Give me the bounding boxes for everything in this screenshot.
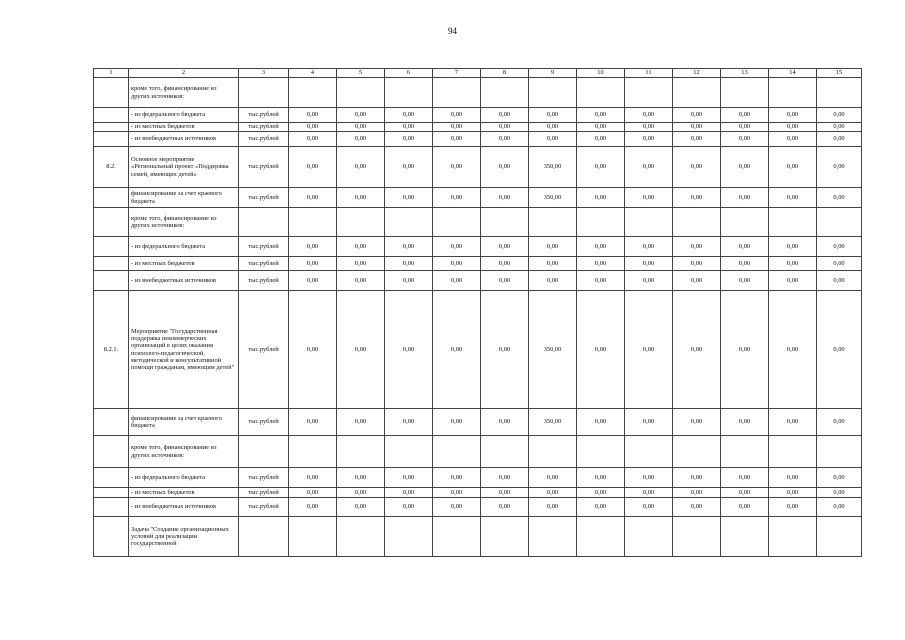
table-row bbox=[94, 188, 862, 208]
value-cell: 0,00 bbox=[529, 132, 577, 147]
value-cell: 0,00 bbox=[529, 257, 577, 271]
item-name-cell: Задача "Создание организационных условий для реализации государственной bbox=[129, 517, 239, 557]
value-cell: 0,00 bbox=[625, 498, 673, 517]
value-cell: 0,00 bbox=[289, 488, 337, 498]
value-cell: 0,00 bbox=[817, 237, 862, 257]
value-cell: 0,00 bbox=[625, 188, 673, 208]
value-cell: 0,00 bbox=[577, 271, 625, 291]
unit-cell: тыс.рублей bbox=[239, 132, 289, 147]
table-row bbox=[94, 409, 862, 436]
table-row bbox=[94, 517, 862, 557]
value-cell bbox=[769, 517, 817, 557]
value-cell: 0,00 bbox=[385, 237, 433, 257]
value-cell: 0,00 bbox=[433, 123, 481, 132]
value-cell: 0,00 bbox=[337, 409, 385, 436]
unit-cell: тыс.рублей bbox=[239, 123, 289, 132]
table-row bbox=[94, 488, 862, 498]
value-cell: 0,00 bbox=[433, 291, 481, 409]
value-cell: 0,00 bbox=[385, 468, 433, 488]
unit-cell: тыс.рублей bbox=[239, 108, 289, 123]
value-cell: 0,00 bbox=[385, 123, 433, 132]
value-cell: 0,00 bbox=[481, 291, 529, 409]
value-cell bbox=[721, 517, 769, 557]
table-row bbox=[94, 468, 862, 488]
value-cell: 0,00 bbox=[385, 147, 433, 188]
header-cell: 9 bbox=[529, 69, 577, 78]
row-number-cell bbox=[94, 123, 129, 132]
value-cell: 0,00 bbox=[337, 488, 385, 498]
value-cell: 0,00 bbox=[673, 291, 721, 409]
value-cell: 0,00 bbox=[817, 291, 862, 409]
item-name-cell: кроме того, финансирование из других источников: bbox=[129, 78, 239, 108]
value-cell: 0,00 bbox=[721, 237, 769, 257]
row-number-cell bbox=[94, 208, 129, 237]
value-cell: 0,00 bbox=[769, 132, 817, 147]
unit-cell: тыс.рублей bbox=[239, 468, 289, 488]
row-number-cell bbox=[94, 188, 129, 208]
value-cell: 0,00 bbox=[721, 147, 769, 188]
value-cell: 0,00 bbox=[817, 257, 862, 271]
header-row bbox=[94, 69, 862, 78]
value-cell bbox=[625, 78, 673, 108]
value-cell: 0,00 bbox=[289, 409, 337, 436]
value-cell: 0,00 bbox=[769, 409, 817, 436]
value-cell bbox=[337, 78, 385, 108]
value-cell bbox=[577, 78, 625, 108]
row-number-cell bbox=[94, 257, 129, 271]
value-cell bbox=[385, 436, 433, 468]
value-cell: 0,00 bbox=[481, 108, 529, 123]
header-cell: 13 bbox=[721, 69, 769, 78]
item-name-cell: - из внебюджетных источников bbox=[129, 271, 239, 291]
value-cell: 0,00 bbox=[673, 188, 721, 208]
value-cell bbox=[337, 517, 385, 557]
value-cell bbox=[625, 436, 673, 468]
value-cell: 0,00 bbox=[769, 271, 817, 291]
value-cell bbox=[385, 517, 433, 557]
value-cell: 0,00 bbox=[721, 271, 769, 291]
value-cell: 0,00 bbox=[337, 188, 385, 208]
value-cell: 0,00 bbox=[385, 108, 433, 123]
unit-cell: тыс.рублей bbox=[239, 291, 289, 409]
value-cell: 0,00 bbox=[337, 257, 385, 271]
value-cell: 0,00 bbox=[817, 271, 862, 291]
value-cell: 0,00 bbox=[433, 108, 481, 123]
value-cell: 0,00 bbox=[817, 132, 862, 147]
value-cell: 0,00 bbox=[769, 468, 817, 488]
value-cell bbox=[433, 78, 481, 108]
value-cell: 0,00 bbox=[577, 257, 625, 271]
value-cell bbox=[337, 436, 385, 468]
value-cell: 350,00 bbox=[529, 409, 577, 436]
value-cell bbox=[385, 208, 433, 237]
header-cell: 3 bbox=[239, 69, 289, 78]
value-cell bbox=[433, 436, 481, 468]
value-cell: 0,00 bbox=[385, 488, 433, 498]
item-name-cell: финансирование за счет краевого бюджета bbox=[129, 409, 239, 436]
value-cell bbox=[289, 208, 337, 237]
value-cell: 0,00 bbox=[529, 498, 577, 517]
value-cell: 0,00 bbox=[433, 132, 481, 147]
value-cell: 0,00 bbox=[673, 147, 721, 188]
value-cell: 0,00 bbox=[769, 123, 817, 132]
value-cell bbox=[817, 517, 862, 557]
row-number-cell bbox=[94, 517, 129, 557]
value-cell: 0,00 bbox=[625, 468, 673, 488]
table-row bbox=[94, 237, 862, 257]
value-cell: 0,00 bbox=[625, 237, 673, 257]
value-cell: 0,00 bbox=[673, 468, 721, 488]
value-cell: 0,00 bbox=[769, 257, 817, 271]
table-row bbox=[94, 257, 862, 271]
value-cell bbox=[385, 78, 433, 108]
page-number: 94 bbox=[448, 26, 457, 36]
item-name-cell: - из федерального бюджета bbox=[129, 237, 239, 257]
header-cell: 12 bbox=[673, 69, 721, 78]
header-cell: 14 bbox=[769, 69, 817, 78]
value-cell: 0,00 bbox=[673, 257, 721, 271]
value-cell: 0,00 bbox=[817, 409, 862, 436]
value-cell: 0,00 bbox=[481, 271, 529, 291]
value-cell: 0,00 bbox=[529, 237, 577, 257]
value-cell: 0,00 bbox=[721, 488, 769, 498]
value-cell: 0,00 bbox=[481, 498, 529, 517]
value-cell: 0,00 bbox=[529, 108, 577, 123]
value-cell bbox=[529, 436, 577, 468]
value-cell: 0,00 bbox=[481, 237, 529, 257]
header-cell: 6 bbox=[385, 69, 433, 78]
value-cell bbox=[625, 517, 673, 557]
value-cell bbox=[673, 78, 721, 108]
value-cell: 0,00 bbox=[625, 291, 673, 409]
value-cell bbox=[721, 78, 769, 108]
value-cell bbox=[577, 208, 625, 237]
value-cell: 0,00 bbox=[385, 409, 433, 436]
value-cell: 0,00 bbox=[433, 488, 481, 498]
value-cell: 0,00 bbox=[481, 123, 529, 132]
unit-cell bbox=[239, 78, 289, 108]
value-cell: 0,00 bbox=[721, 409, 769, 436]
value-cell: 0,00 bbox=[769, 291, 817, 409]
value-cell: 0,00 bbox=[721, 468, 769, 488]
value-cell bbox=[289, 517, 337, 557]
value-cell: 0,00 bbox=[433, 147, 481, 188]
value-cell bbox=[673, 517, 721, 557]
value-cell: 0,00 bbox=[817, 108, 862, 123]
unit-cell: тыс.рублей bbox=[239, 488, 289, 498]
value-cell: 0,00 bbox=[385, 271, 433, 291]
value-cell: 0,00 bbox=[769, 147, 817, 188]
row-number-cell bbox=[94, 468, 129, 488]
value-cell bbox=[289, 78, 337, 108]
value-cell bbox=[577, 436, 625, 468]
value-cell bbox=[433, 517, 481, 557]
item-name-cell: Основное мероприятие «Региональный проект «Поддержка семей, имеющих детей» bbox=[129, 147, 239, 188]
row-number-cell bbox=[94, 78, 129, 108]
value-cell: 0,00 bbox=[289, 271, 337, 291]
value-cell: 0,00 bbox=[385, 257, 433, 271]
value-cell: 0,00 bbox=[577, 498, 625, 517]
value-cell: 0,00 bbox=[817, 488, 862, 498]
item-name-cell: кроме того, финансирование из других источников: bbox=[129, 436, 239, 468]
value-cell bbox=[769, 78, 817, 108]
value-cell bbox=[529, 208, 577, 237]
value-cell: 0,00 bbox=[481, 468, 529, 488]
item-name-cell: - из федерального бюджета bbox=[129, 108, 239, 123]
value-cell: 0,00 bbox=[673, 123, 721, 132]
unit-cell: тыс.рублей bbox=[239, 237, 289, 257]
value-cell: 0,00 bbox=[673, 271, 721, 291]
unit-cell: тыс.рублей bbox=[239, 257, 289, 271]
value-cell: 0,00 bbox=[625, 488, 673, 498]
value-cell bbox=[625, 208, 673, 237]
value-cell: 0,00 bbox=[385, 291, 433, 409]
table-row bbox=[94, 291, 862, 409]
value-cell: 0,00 bbox=[433, 237, 481, 257]
value-cell: 0,00 bbox=[721, 188, 769, 208]
value-cell: 0,00 bbox=[385, 498, 433, 517]
value-cell: 0,00 bbox=[433, 498, 481, 517]
value-cell: 0,00 bbox=[769, 108, 817, 123]
value-cell: 0,00 bbox=[433, 271, 481, 291]
value-cell: 0,00 bbox=[721, 132, 769, 147]
item-name-cell: - из местных бюджетов bbox=[129, 123, 239, 132]
unit-cell: тыс.рублей bbox=[239, 498, 289, 517]
unit-cell bbox=[239, 436, 289, 468]
unit-cell: тыс.рублей bbox=[239, 271, 289, 291]
value-cell bbox=[481, 517, 529, 557]
value-cell: 0,00 bbox=[721, 257, 769, 271]
unit-cell: тыс.рублей bbox=[239, 409, 289, 436]
value-cell: 0,00 bbox=[577, 237, 625, 257]
value-cell bbox=[721, 436, 769, 468]
value-cell: 0,00 bbox=[529, 271, 577, 291]
value-cell bbox=[721, 208, 769, 237]
value-cell: 0,00 bbox=[289, 468, 337, 488]
table-row bbox=[94, 123, 862, 132]
value-cell bbox=[673, 436, 721, 468]
unit-cell bbox=[239, 517, 289, 557]
value-cell: 0,00 bbox=[289, 108, 337, 123]
value-cell: 0,00 bbox=[337, 468, 385, 488]
row-number-cell bbox=[94, 237, 129, 257]
value-cell: 0,00 bbox=[289, 123, 337, 132]
table-row bbox=[94, 108, 862, 123]
value-cell bbox=[769, 436, 817, 468]
value-cell bbox=[481, 208, 529, 237]
value-cell bbox=[769, 208, 817, 237]
value-cell: 0,00 bbox=[433, 468, 481, 488]
value-cell: 0,00 bbox=[289, 147, 337, 188]
value-cell: 0,00 bbox=[289, 132, 337, 147]
value-cell: 0,00 bbox=[481, 147, 529, 188]
header-cell: 2 bbox=[129, 69, 239, 78]
value-cell: 0,00 bbox=[337, 147, 385, 188]
table-row bbox=[94, 132, 862, 147]
value-cell: 0,00 bbox=[625, 132, 673, 147]
value-cell: 0,00 bbox=[481, 488, 529, 498]
value-cell: 0,00 bbox=[337, 123, 385, 132]
value-cell: 350,00 bbox=[529, 291, 577, 409]
value-cell: 0,00 bbox=[337, 237, 385, 257]
row-number-cell bbox=[94, 271, 129, 291]
value-cell: 0,00 bbox=[817, 147, 862, 188]
value-cell: 0,00 bbox=[625, 147, 673, 188]
value-cell: 0,00 bbox=[769, 498, 817, 517]
value-cell: 0,00 bbox=[673, 132, 721, 147]
header-cell: 4 bbox=[289, 69, 337, 78]
value-cell: 0,00 bbox=[433, 188, 481, 208]
value-cell: 0,00 bbox=[481, 257, 529, 271]
header-cell: 1 bbox=[94, 69, 129, 78]
value-cell: 0,00 bbox=[289, 291, 337, 409]
value-cell: 0,00 bbox=[577, 488, 625, 498]
table-row bbox=[94, 436, 862, 468]
item-name-cell: Мероприятие "Государственная поддержка некоммерческих организаций в целях оказания психолого-педагогической, методической и консультативной помощи гражданам, имеющим детей" bbox=[129, 291, 239, 409]
header-cell: 10 bbox=[577, 69, 625, 78]
value-cell: 0,00 bbox=[769, 188, 817, 208]
row-number-cell bbox=[94, 132, 129, 147]
table-row bbox=[94, 208, 862, 237]
value-cell bbox=[577, 517, 625, 557]
row-number-cell bbox=[94, 409, 129, 436]
value-cell: 0,00 bbox=[625, 108, 673, 123]
value-cell: 0,00 bbox=[337, 108, 385, 123]
value-cell: 0,00 bbox=[289, 237, 337, 257]
table-row bbox=[94, 498, 862, 517]
value-cell: 0,00 bbox=[385, 188, 433, 208]
item-name-cell: - из местных бюджетов bbox=[129, 257, 239, 271]
value-cell: 0,00 bbox=[817, 468, 862, 488]
header-cell: 15 bbox=[817, 69, 862, 78]
value-cell: 0,00 bbox=[529, 488, 577, 498]
table-row bbox=[94, 147, 862, 188]
value-cell: 0,00 bbox=[529, 468, 577, 488]
table-row bbox=[94, 271, 862, 291]
value-cell: 0,00 bbox=[385, 132, 433, 147]
value-cell: 0,00 bbox=[817, 123, 862, 132]
table-row bbox=[94, 78, 862, 108]
value-cell: 0,00 bbox=[289, 257, 337, 271]
value-cell: 0,00 bbox=[529, 123, 577, 132]
value-cell: 0,00 bbox=[577, 132, 625, 147]
value-cell: 0,00 bbox=[433, 409, 481, 436]
value-cell: 0,00 bbox=[577, 147, 625, 188]
value-cell: 0,00 bbox=[337, 498, 385, 517]
value-cell: 0,00 bbox=[577, 409, 625, 436]
value-cell: 0,00 bbox=[625, 257, 673, 271]
row-number-cell bbox=[94, 108, 129, 123]
value-cell bbox=[673, 208, 721, 237]
value-cell: 0,00 bbox=[625, 271, 673, 291]
row-number-cell bbox=[94, 498, 129, 517]
unit-cell: тыс.рублей bbox=[239, 147, 289, 188]
value-cell: 0,00 bbox=[673, 108, 721, 123]
value-cell: 0,00 bbox=[433, 257, 481, 271]
value-cell bbox=[529, 78, 577, 108]
item-name-cell: - из внебюджетных источников bbox=[129, 498, 239, 517]
value-cell: 0,00 bbox=[577, 123, 625, 132]
value-cell bbox=[529, 517, 577, 557]
value-cell: 0,00 bbox=[481, 409, 529, 436]
value-cell: 0,00 bbox=[577, 468, 625, 488]
value-cell: 0,00 bbox=[337, 271, 385, 291]
unit-cell bbox=[239, 208, 289, 237]
header-cell: 7 bbox=[433, 69, 481, 78]
header-cell: 11 bbox=[625, 69, 673, 78]
row-number-cell: 8.2.1. bbox=[94, 291, 129, 409]
value-cell: 0,00 bbox=[481, 188, 529, 208]
item-name-cell: финансирование за счет краевого бюджета bbox=[129, 188, 239, 208]
value-cell: 0,00 bbox=[721, 291, 769, 409]
value-cell bbox=[481, 78, 529, 108]
value-cell: 0,00 bbox=[769, 237, 817, 257]
value-cell bbox=[817, 208, 862, 237]
value-cell: 0,00 bbox=[289, 188, 337, 208]
value-cell bbox=[817, 78, 862, 108]
value-cell bbox=[337, 208, 385, 237]
value-cell: 350,00 bbox=[529, 188, 577, 208]
value-cell: 0,00 bbox=[577, 291, 625, 409]
value-cell: 0,00 bbox=[577, 188, 625, 208]
value-cell bbox=[817, 436, 862, 468]
item-name-cell: кроме того, финансирование из других источников: bbox=[129, 208, 239, 237]
item-name-cell: - из федерального бюджета bbox=[129, 468, 239, 488]
value-cell: 350,00 bbox=[529, 147, 577, 188]
row-number-cell bbox=[94, 488, 129, 498]
budget-table bbox=[93, 68, 862, 557]
value-cell bbox=[289, 436, 337, 468]
unit-cell: тыс.рублей bbox=[239, 188, 289, 208]
value-cell bbox=[433, 208, 481, 237]
value-cell: 0,00 bbox=[673, 498, 721, 517]
item-name-cell: - из внебюджетных источников bbox=[129, 132, 239, 147]
value-cell: 0,00 bbox=[817, 188, 862, 208]
item-name-cell: - из местных бюджетов bbox=[129, 488, 239, 498]
row-number-cell bbox=[94, 436, 129, 468]
value-cell: 0,00 bbox=[673, 409, 721, 436]
row-number-cell: 8.2. bbox=[94, 147, 129, 188]
value-cell: 0,00 bbox=[337, 132, 385, 147]
value-cell: 0,00 bbox=[721, 108, 769, 123]
header-cell: 5 bbox=[337, 69, 385, 78]
header-cell: 8 bbox=[481, 69, 529, 78]
value-cell: 0,00 bbox=[721, 123, 769, 132]
value-cell: 0,00 bbox=[769, 488, 817, 498]
value-cell: 0,00 bbox=[577, 108, 625, 123]
value-cell bbox=[481, 436, 529, 468]
value-cell: 0,00 bbox=[721, 498, 769, 517]
value-cell: 0,00 bbox=[337, 291, 385, 409]
value-cell: 0,00 bbox=[673, 488, 721, 498]
value-cell: 0,00 bbox=[289, 498, 337, 517]
value-cell: 0,00 bbox=[817, 498, 862, 517]
value-cell: 0,00 bbox=[673, 237, 721, 257]
value-cell: 0,00 bbox=[625, 409, 673, 436]
value-cell: 0,00 bbox=[481, 132, 529, 147]
value-cell: 0,00 bbox=[625, 123, 673, 132]
